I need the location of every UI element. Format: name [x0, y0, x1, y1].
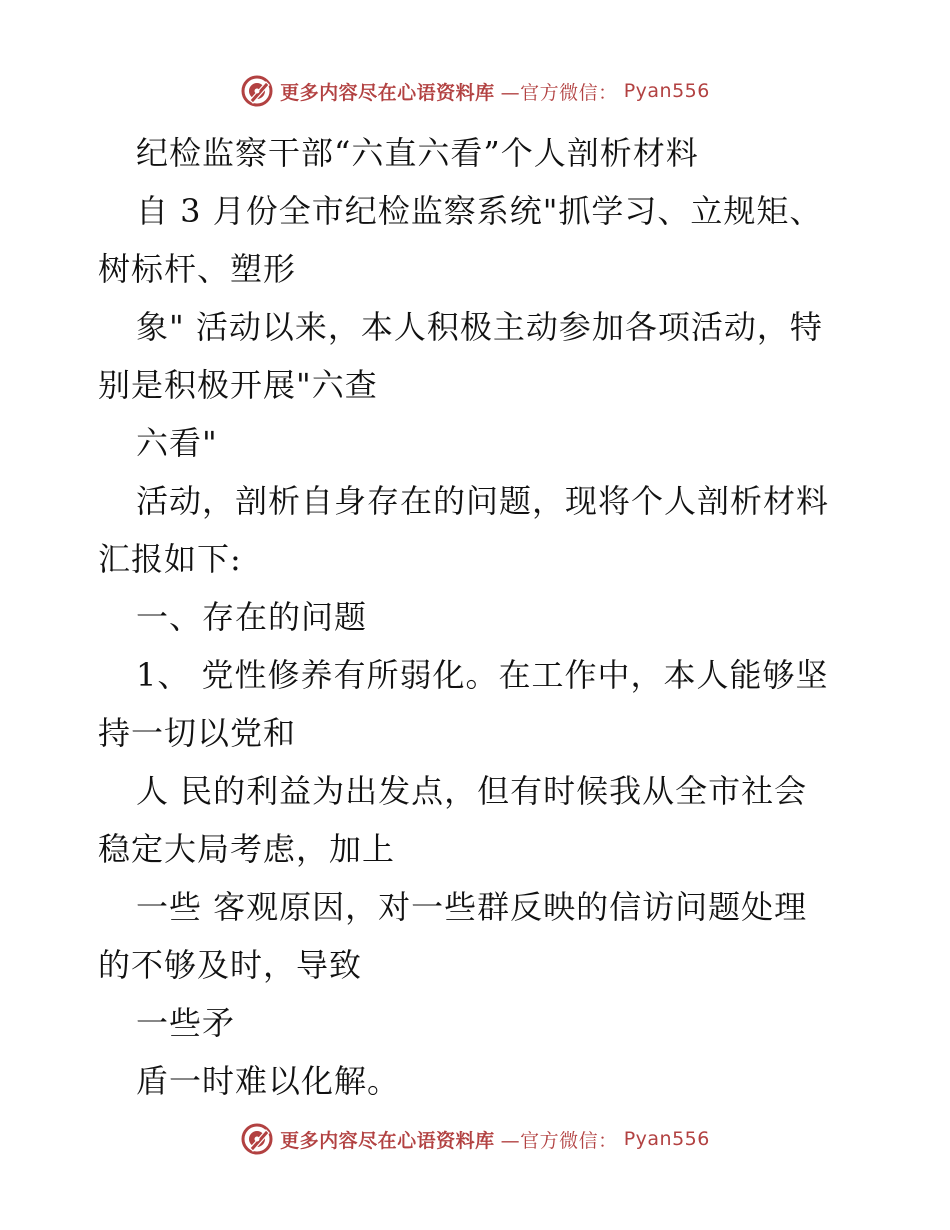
pen-logo-icon	[240, 1122, 274, 1156]
header-watermark	[0, 71, 950, 111]
footer-watermark	[0, 1119, 950, 1159]
paragraph-line: 人 民的利益为出发点，但有时候我从全市社会	[136, 772, 808, 810]
section-heading: 一、存在的问题	[136, 598, 368, 636]
paragraph-line: 盾一时难以化解。	[136, 1062, 401, 1100]
paragraph-line: 一些 客观原因，对一些群反映的信访问题处理	[136, 888, 808, 926]
paragraph-line: 一些矛	[136, 1004, 236, 1042]
paragraph-line: 持一切以党和	[98, 714, 297, 752]
document-title: 纪检监察干部“六直六看”个人剖析材料	[136, 134, 699, 172]
watermark-separator: —官方微信：	[500, 81, 618, 104]
paragraph-line: 象" 活动以来，本人积极主动参加各项活动，特	[136, 308, 823, 346]
watermark-main-text: 更多内容尽在心语资料库	[280, 81, 495, 104]
watermark-main-text: 更多内容尽在心语资料库	[280, 1129, 495, 1152]
paragraph-line: 活动，剖析自身存在的问题，现将个人剖析材料	[136, 482, 830, 520]
paragraph-line: 的不够及时，导致	[98, 946, 363, 984]
paragraph-line: 稳定大局考虑，加上	[98, 830, 396, 868]
paragraph-line: 汇报如下:	[98, 540, 242, 578]
document-body	[98, 124, 858, 1110]
pen-logo-icon	[240, 74, 274, 108]
paragraph-line: 自 3 月份全市纪检监察系统"抓学习、立规矩、	[136, 192, 823, 230]
paragraph-line: 别是积极开展"六查	[98, 366, 378, 404]
watermark-wechat-id: Pyan556	[623, 1128, 710, 1150]
paragraph-line: 1、 党性修养有所弱化。在工作中，本人能够坚	[136, 656, 829, 694]
watermark-wechat-id: Pyan556	[623, 80, 710, 102]
paragraph-line: 树标杆、塑形	[98, 250, 297, 288]
paragraph-line: 六看"	[136, 424, 218, 462]
watermark-separator: —官方微信：	[500, 1129, 618, 1152]
